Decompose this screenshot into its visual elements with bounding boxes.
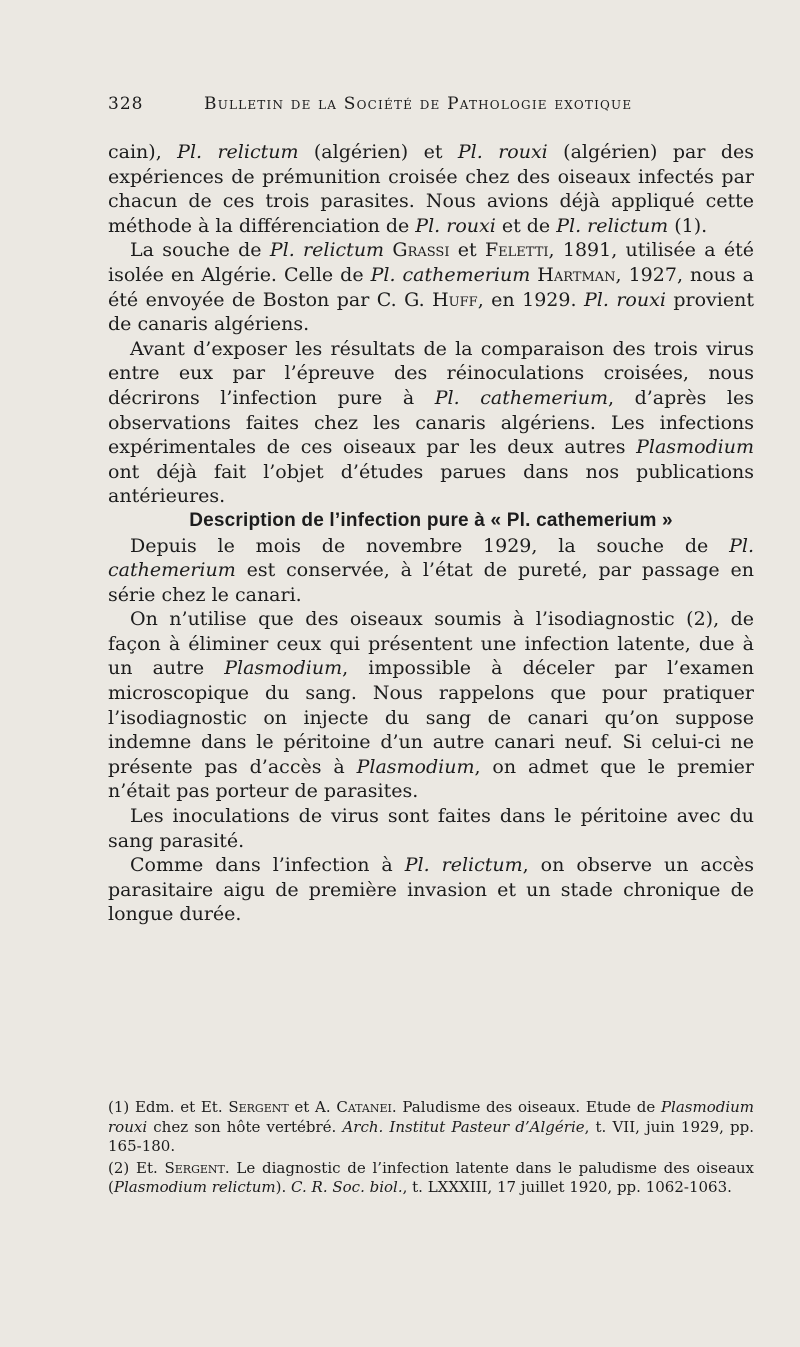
text-segment: Pl. rouxi — [457, 141, 548, 163]
text-segment: C. R. Soc. biol. — [291, 1178, 403, 1196]
text-segment: Pl. relictum — [177, 141, 299, 163]
text-segment: . Le diagnostic de l’infection latente dans le paludisme des oiseaux ( — [108, 1158, 755, 1196]
running-title: Bulletin de la Société de Pathologie exotique — [204, 94, 633, 114]
footnotes — [108, 1098, 754, 1200]
text-segment: Pl. relictum — [269, 239, 385, 262]
text-segment: Catanei — [336, 1098, 392, 1116]
text-segment: cain), — [108, 141, 178, 163]
text-segment: Pl. relictum — [404, 854, 523, 877]
text-segment: Sergent — [164, 1158, 225, 1177]
text-segment: Avant d’exposer les résultats de la comparaison des trois virus entre eux par l’épreuve des réinoculations croisées, nous décrirons l’infection pure à — [108, 337, 754, 409]
text-segment: , on observe un accès parasitaire aigu de première invasion et un stade chronique de longue durée. — [108, 854, 755, 926]
footnote — [108, 1159, 754, 1198]
text-segment: et A. — [288, 1098, 337, 1116]
paragraph — [108, 140, 754, 238]
text-segment: , en 1929. — [477, 288, 584, 311]
paragraph — [108, 804, 754, 853]
text-segment: provient de canaris algériens. — [108, 288, 754, 336]
page-number: 328 — [108, 94, 144, 114]
text-segment: La souche de — [130, 239, 270, 262]
text-segment: Feletti — [484, 239, 549, 262]
text-segment: Sergent — [228, 1098, 289, 1116]
text-segment: , 1891, utilisée a été isolée en Algérie. Celle de — [108, 239, 754, 286]
text-segment: Pl. rouxi — [415, 214, 496, 237]
text-segment: (1) Edm. et Et. — [108, 1098, 229, 1116]
text-segment: Grassi — [384, 239, 450, 262]
text-segment: On n’utilise que des oiseaux soumis à l’isodiagnostic (2), de façon à éliminer ceux qui présentent une infection latente, due à un autre — [108, 608, 754, 680]
text-segment: (algérien) et — [298, 141, 458, 163]
text-segment: , impossible à déceler par l’examen microscopique du sang. Nous rappelons que pour pratiquer l’isodiagnostic on injecte du sang de canari qu’on suppose indemne dans le péritoine d’un autre canari neuf. Si celui-ci ne présente pas d’accès à — [108, 657, 754, 778]
paragraph — [108, 607, 754, 804]
text-segment: Pl. cathemerium — [370, 263, 531, 286]
text-segment: Huff — [432, 288, 478, 311]
text-segment: Les inoculations de virus sont faites dans le péritoine avec du sang parasité. — [108, 805, 754, 852]
text-segment: est conservée, à l’état de pureté, par passage en série chez le canari. — [108, 559, 754, 606]
text-segment: (algérien) par des expériences de prémunition croisée chez des oiseaux infectés par chacun de ces trois parasites. Nous avions déjà appliqué cette méthode à la différenciation de — [108, 141, 755, 237]
text-segment: ont déjà fait l’objet d’études parues dans nos publications antérieures. — [108, 460, 754, 508]
paragraph — [108, 337, 754, 509]
running-header — [108, 94, 728, 120]
text-segment: , d’après les observations faites chez les canaris algériens. Les infections expérimentales de ces oiseaux par les deux autres — [108, 386, 755, 459]
text-segment: Comme dans l’infection à — [130, 854, 405, 877]
paragraph — [108, 238, 754, 336]
text-segment: , t. VII, juin 1929, pp. 165-180. — [108, 1117, 754, 1155]
text-segment: Plasmodium — [636, 436, 754, 459]
text-segment: et de — [495, 214, 557, 237]
text-segment: Arch. Institut Pasteur d’Algérie — [342, 1117, 585, 1136]
text-segment: Pl. cathemerium — [108, 534, 754, 582]
text-segment: Plasmodium — [224, 657, 343, 680]
text-segment: Pl. cathemerium — [434, 386, 608, 409]
text-segment: et — [449, 239, 485, 262]
text-segment: (2) Et. — [108, 1158, 165, 1177]
text-segment: (1). — [668, 214, 708, 237]
text-segment: Pl. rouxi — [583, 288, 666, 311]
text-segment: , on admet que le premier n’était pas porteur de parasites. — [108, 755, 754, 803]
text-segment: , 1927, nous a été envoyée de Boston par C. G. — [108, 263, 754, 311]
text-segment: chez son hôte vertébré. — [147, 1117, 343, 1136]
paragraph — [108, 853, 754, 927]
paragraph — [108, 534, 754, 608]
text-segment: Plasmodium rouxi — [108, 1098, 755, 1136]
main-text — [108, 140, 754, 927]
text-segment: Plasmodium relictum — [113, 1178, 276, 1196]
text-segment: Pl. relictum — [556, 214, 669, 237]
footnote — [108, 1098, 754, 1157]
text-segment: Plasmodium — [356, 755, 475, 778]
text-segment: Hartman — [530, 263, 616, 286]
section-heading: Description de l’infection pure à « Pl. cathemerium » — [189, 509, 673, 531]
text-segment: ). — [275, 1178, 292, 1196]
text-segment: . Paludisme des oiseaux. Etude de — [391, 1098, 661, 1116]
text-segment: , t. LXXXIII, 17 juillet 1920, pp. 1062-1063. — [402, 1178, 732, 1196]
text-segment: Depuis le mois de novembre 1929, la souche de — [130, 534, 730, 557]
